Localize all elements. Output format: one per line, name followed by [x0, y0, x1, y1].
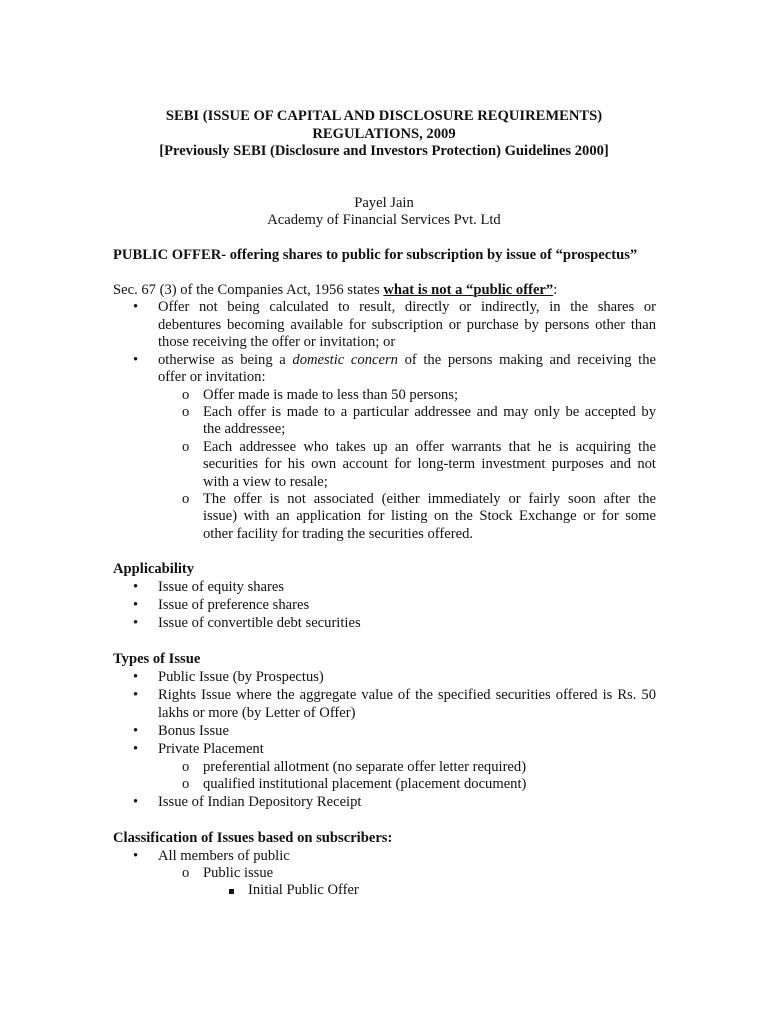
bullet-2-line-1 [158, 352, 656, 369]
issue-type-item: Public Issue (by Prospectus) [158, 669, 324, 685]
applicability-item: Issue of convertible debt securities [158, 615, 361, 631]
circle-marker: o [182, 759, 190, 775]
bullet-2-italic: domestic concern [292, 352, 398, 368]
sub-bullet-4-line-2: issue) with an application for listing on the Stock Exchange or for some [203, 508, 656, 524]
circle-marker: o [182, 776, 190, 792]
issue-type-item: Issue of Indian Depository Receipt [158, 794, 362, 810]
classification-item: All members of public [158, 848, 290, 864]
issue-type-item: Bonus Issue [158, 723, 229, 739]
intro-suffix: : [553, 282, 558, 298]
applicability-item: Issue of preference shares [158, 597, 310, 613]
bullet-1-line-1: Offer not being calculated to result, directly or indirectly, in the shares or [158, 299, 656, 315]
circle-marker: o [182, 404, 190, 420]
sub-bullet-4-line-1: The offer is not associated (either immediately or fairly soon after the [203, 491, 656, 507]
document-title-line-3: [Previously SEBI (Disclosure and Investors Protection) Guidelines 2000] [159, 143, 609, 159]
sub-bullet-4-line-3: other facility for trading the securities offered. [203, 526, 474, 542]
issue-type-item-line-2: lakhs or more (by Letter of Offer) [158, 705, 356, 721]
bullet-2-prefix: otherwise as being a [158, 352, 293, 368]
bullet-1-line-3: those receiving the offer or invitation; or [158, 334, 396, 350]
document-title-line-1: SEBI (ISSUE OF CAPITAL AND DISCLOSURE REQUIREMENTS) [165, 108, 603, 124]
bullet-marker: • [133, 579, 139, 595]
public-offer-intro [113, 282, 557, 299]
document-title-line-2: REGULATIONS, 2009 [312, 126, 456, 142]
bullet-marker: • [133, 687, 139, 703]
bullet-marker: • [133, 723, 139, 739]
classification-subsubitem: Initial Public Offer [248, 882, 359, 898]
intro-prefix: Sec. 67 (3) of the Companies Act, 1956 states [113, 282, 384, 298]
circle-marker: o [182, 439, 190, 455]
bullet-marker: • [133, 848, 139, 864]
bullet-marker: • [133, 352, 139, 368]
issue-type-item: Private Placement [158, 741, 264, 757]
classification-heading: Classification of Issues based on subscribers: [113, 830, 393, 846]
bullet-marker: • [133, 794, 139, 810]
issue-type-subitem: preferential allotment (no separate offer letter required) [203, 759, 527, 775]
applicability-item: Issue of equity shares [158, 579, 285, 595]
author-organization: Academy of Financial Services Pvt. Ltd [267, 212, 501, 228]
circle-marker: o [182, 491, 190, 507]
sub-bullet-2-line-2: the addressee; [203, 421, 286, 437]
issue-type-item-line-1: Rights Issue where the aggregate value of the specified securities offered is Rs. 50 [158, 687, 656, 703]
types-of-issue-heading: Types of Issue [113, 651, 201, 667]
sub-bullet-3-line-3: with a view to resale; [203, 474, 328, 490]
circle-marker: o [182, 387, 190, 403]
sub-bullet-3-line-1: Each addressee who takes up an offer warrants that he is acquiring the [203, 439, 656, 455]
bullet-marker: • [133, 597, 139, 613]
circle-marker: o [182, 865, 190, 881]
bullet-1-line-2: debentures becoming available for subscription or purchase by persons other than [158, 317, 656, 333]
applicability-heading: Applicability [113, 561, 195, 577]
bullet-marker: • [133, 615, 139, 631]
sub-bullet-2-line-1: Each offer is made to a particular addressee and may only be accepted by [203, 404, 656, 420]
bullet-marker: • [133, 299, 139, 315]
sub-bullet-3-line-2: securities for his own account for long-term investment purposes and not [203, 456, 656, 472]
bullet-marker: • [133, 669, 139, 685]
sub-bullet-1: Offer made is made to less than 50 persons; [203, 387, 459, 403]
intro-emphasis: what is not a “public offer” [383, 282, 554, 298]
square-bullet-icon [229, 882, 234, 899]
bullet-2-suffix: of the persons making and receiving the [397, 352, 656, 368]
bullet-2-line-2: offer or invitation: [158, 369, 266, 385]
bullet-marker: • [133, 741, 139, 757]
classification-subitem: Public issue [203, 865, 274, 881]
author-name: Payel Jain [354, 195, 414, 211]
issue-type-subitem: qualified institutional placement (placement document) [203, 776, 527, 792]
public-offer-heading: PUBLIC OFFER- offering shares to public for subscription by issue of “prospectus” [113, 247, 638, 263]
